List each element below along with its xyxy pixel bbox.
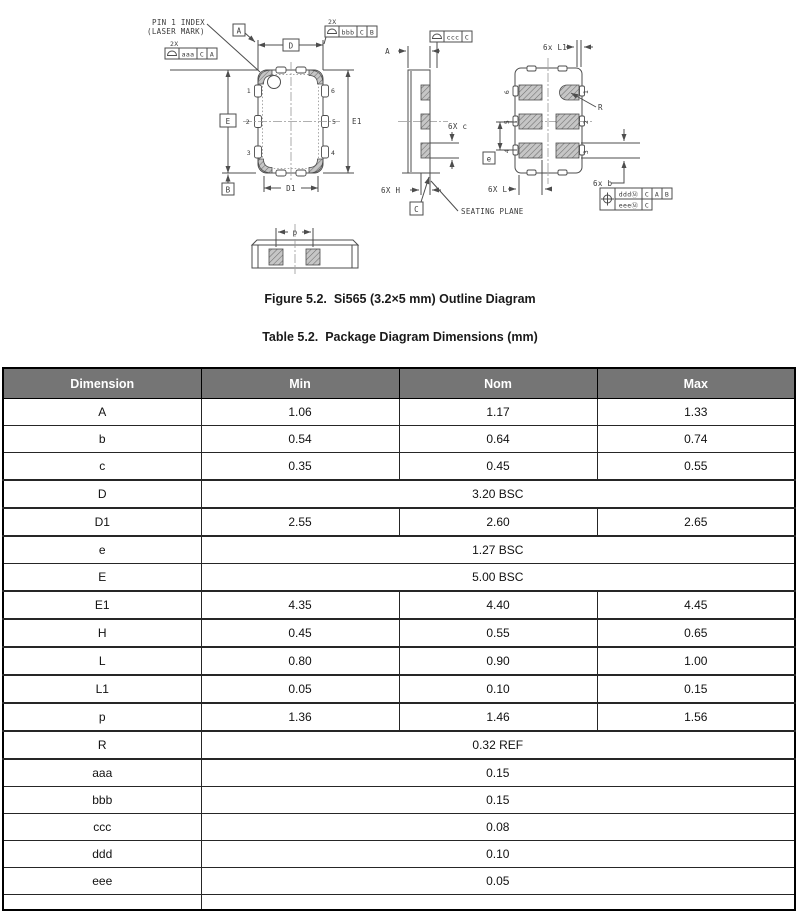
pin-number: 5 [503,119,511,125]
fcf-datum: C [199,50,205,59]
fcf-datum: C [464,33,470,42]
datum-a-leader [245,33,255,42]
max-cell: 4.45 [597,591,795,619]
dimension-cell: p [3,703,201,731]
dimension-cell: ddd [3,841,201,868]
min-cell: 0.54 [201,426,399,453]
value-span-cell: 0.08 [201,814,795,841]
castellation [527,170,536,175]
table-row [3,564,795,592]
fcf-tolerance: ccc [446,33,460,42]
column-header-max: Max [597,368,795,399]
dim-p-label: p [292,228,298,237]
outline-diagram [0,0,800,288]
nom-cell: 2.60 [399,508,597,536]
max-cell: 1.33 [597,399,795,426]
castellation [296,67,306,73]
dim-e-label: E [225,117,231,126]
value-span-cell: 0.15 [201,759,795,787]
dim-c [430,122,467,169]
package-lid [252,240,358,245]
pin-number: 3 [246,149,251,157]
top-view [147,18,377,195]
dim-a-label: A [385,47,390,56]
table-header-row [3,368,795,399]
pad [421,143,430,158]
dim-l1-label: 6x L1 [543,43,568,52]
castellation [255,146,262,158]
table-row [3,591,795,619]
value-span-cell [201,895,795,911]
table-row-partial [3,895,795,911]
dim-e-pitch [483,119,517,164]
min-cell: 0.80 [201,647,399,675]
castellation [527,66,536,71]
min-cell: 1.36 [201,703,399,731]
pin1-index-label: (LASER MARK) [147,27,205,36]
min-cell: 2.55 [201,508,399,536]
table-row [3,453,795,481]
value-span-cell: 0.32 REF [201,731,795,759]
min-cell: 0.35 [201,453,399,481]
dim-d-label: D [288,41,294,51]
max-cell: 0.65 [597,619,795,647]
max-cell: 0.15 [597,675,795,703]
table-row [3,480,795,508]
castellation [513,86,518,96]
dimension-cell: A [3,399,201,426]
dimension-cell: e [3,536,201,564]
table-row [3,841,795,868]
dimension-cell: D1 [3,508,201,536]
dim-L1 [543,40,593,67]
figure-caption: Figure 5.2. Si565 (3.2×5 mm) Outline Diagram [264,292,536,306]
pad [306,249,320,265]
pin1-index-mark [268,76,281,89]
pin-number: 6 [503,89,511,95]
pad [269,249,283,265]
fcf-ccc [430,31,472,68]
dimension-cell: E1 [3,591,201,619]
dimension-cell: aaa [3,759,201,787]
value-span-cell: 0.05 [201,868,795,895]
castellation [558,66,567,71]
pad [519,85,542,100]
value-span-cell: 0.15 [201,787,795,814]
fcf-datum: C [644,201,650,210]
nom-cell: 0.55 [399,619,597,647]
pad [421,85,430,100]
fcf-datum: C [644,190,650,199]
table-caption: Table 5.2. Package Diagram Dimensions (mm) [262,330,538,344]
pad [519,143,542,158]
seating-plane-label: SEATING PLANE [461,207,524,216]
table-row [3,399,795,426]
table-row [3,703,795,731]
fcf-tolerance: eeeⓂ [618,201,639,210]
dim-h-label: 6X H [381,186,401,195]
min-cell: 4.35 [201,591,399,619]
column-header-min: Min [201,368,399,399]
dimension-cell: D [3,480,201,508]
pin-number: 3 [582,149,590,155]
table-row [3,814,795,841]
dim-b-label: 6x b [593,179,613,188]
min-cell: 0.45 [201,619,399,647]
value-span-cell: 3.20 BSC [201,480,795,508]
dimension-cell: bbb [3,787,201,814]
datum-e-label: e [486,154,492,164]
castellation [255,85,262,97]
dimension-cell: eee [3,868,201,895]
pin-number: 1 [582,89,590,95]
fcf-datum: A [209,50,215,59]
nom-cell: 0.10 [399,675,597,703]
dim-c-label: 6X c [448,122,468,131]
fcf-tolerance: aaa [181,50,195,59]
outline-diagram-svg [0,0,800,288]
table-row [3,536,795,564]
table-row [3,619,795,647]
pin-number: 4 [503,148,511,154]
castellation [276,170,286,176]
max-cell: 0.55 [597,453,795,481]
dim-A [385,46,440,68]
dimensions-table-body [3,399,795,911]
value-span-cell: 5.00 BSC [201,564,795,592]
min-cell: 1.06 [201,399,399,426]
leader-line [431,181,458,211]
dim-r-label: R [598,103,603,112]
castellation [296,170,306,176]
pad [519,114,542,129]
fcf-tolerance: dddⓂ [618,190,639,199]
dimension-cell: b [3,426,201,453]
package-end-outline [252,245,358,268]
max-cell: 1.56 [597,703,795,731]
bottom-view [483,40,672,210]
datum-c-leader [421,177,429,202]
nom-cell: 1.17 [399,399,597,426]
max-cell: 0.74 [597,426,795,453]
dim-H [381,173,441,195]
fcf-tolerance: bbb [341,28,355,37]
dim-D [258,39,323,70]
fcf-datum: B [369,28,375,37]
end-view [252,224,358,274]
dimensions-table [2,367,796,911]
pad [556,114,579,129]
value-span-cell: 1.27 BSC [201,536,795,564]
datum-c-label: C [414,205,419,214]
datum-a-label: A [236,26,242,36]
dim-b [581,129,640,188]
castellation [322,146,329,158]
column-header-nom: Nom [399,368,597,399]
pin-number: 6 [331,87,336,95]
castellation [513,116,518,126]
pin-number: 2 [582,119,590,125]
pin-number: 1 [246,87,251,95]
value-span-cell: 0.10 [201,841,795,868]
dimension-cell: ccc [3,814,201,841]
table-row [3,508,795,536]
dimension-cell: R [3,731,201,759]
min-cell: 0.05 [201,675,399,703]
nom-cell: 4.40 [399,591,597,619]
pin1-pad [560,85,579,100]
dim-d1-label: D1 [286,184,296,193]
nom-cell: 0.64 [399,426,597,453]
table-row [3,868,795,895]
table-row [3,731,795,759]
pin-number: 4 [331,149,336,157]
dimension-cell: c [3,453,201,481]
table-row [3,759,795,787]
fcf-datum: A [654,190,660,199]
pin1-index-label: PIN 1 INDEX [152,18,205,27]
nom-cell: 0.45 [399,453,597,481]
table-row [3,787,795,814]
fcf-bbb [324,18,377,44]
nom-cell: 0.90 [399,647,597,675]
pin-number: 5 [332,118,337,126]
max-cell: 2.65 [597,508,795,536]
table-row [3,675,795,703]
fcf-position [600,188,672,210]
dimension-cell: L [3,647,201,675]
datum-b-label: B [225,185,231,195]
dimension-cell: H [3,619,201,647]
dimension-cell [3,895,201,911]
column-header-dimension: Dimension [3,368,201,399]
pad [556,143,579,158]
max-cell: 1.00 [597,647,795,675]
castellation [322,85,329,97]
pad [421,114,430,129]
pin-number: 2 [245,118,250,126]
castellation [558,170,567,175]
dimension-cell: E [3,564,201,592]
qty-label: 2X [170,40,179,48]
nom-cell: 1.46 [399,703,597,731]
fcf-datum: B [664,190,670,199]
dim-l-label: 6X L [488,185,508,194]
fcf-datum: C [359,28,365,37]
table-row [3,426,795,453]
dimension-cell: L1 [3,675,201,703]
dim-e1-label: E1 [352,117,362,126]
table-row [3,647,795,675]
fcf-aaa [165,40,217,59]
qty-label: 2X [328,18,337,26]
castellation [276,67,286,73]
